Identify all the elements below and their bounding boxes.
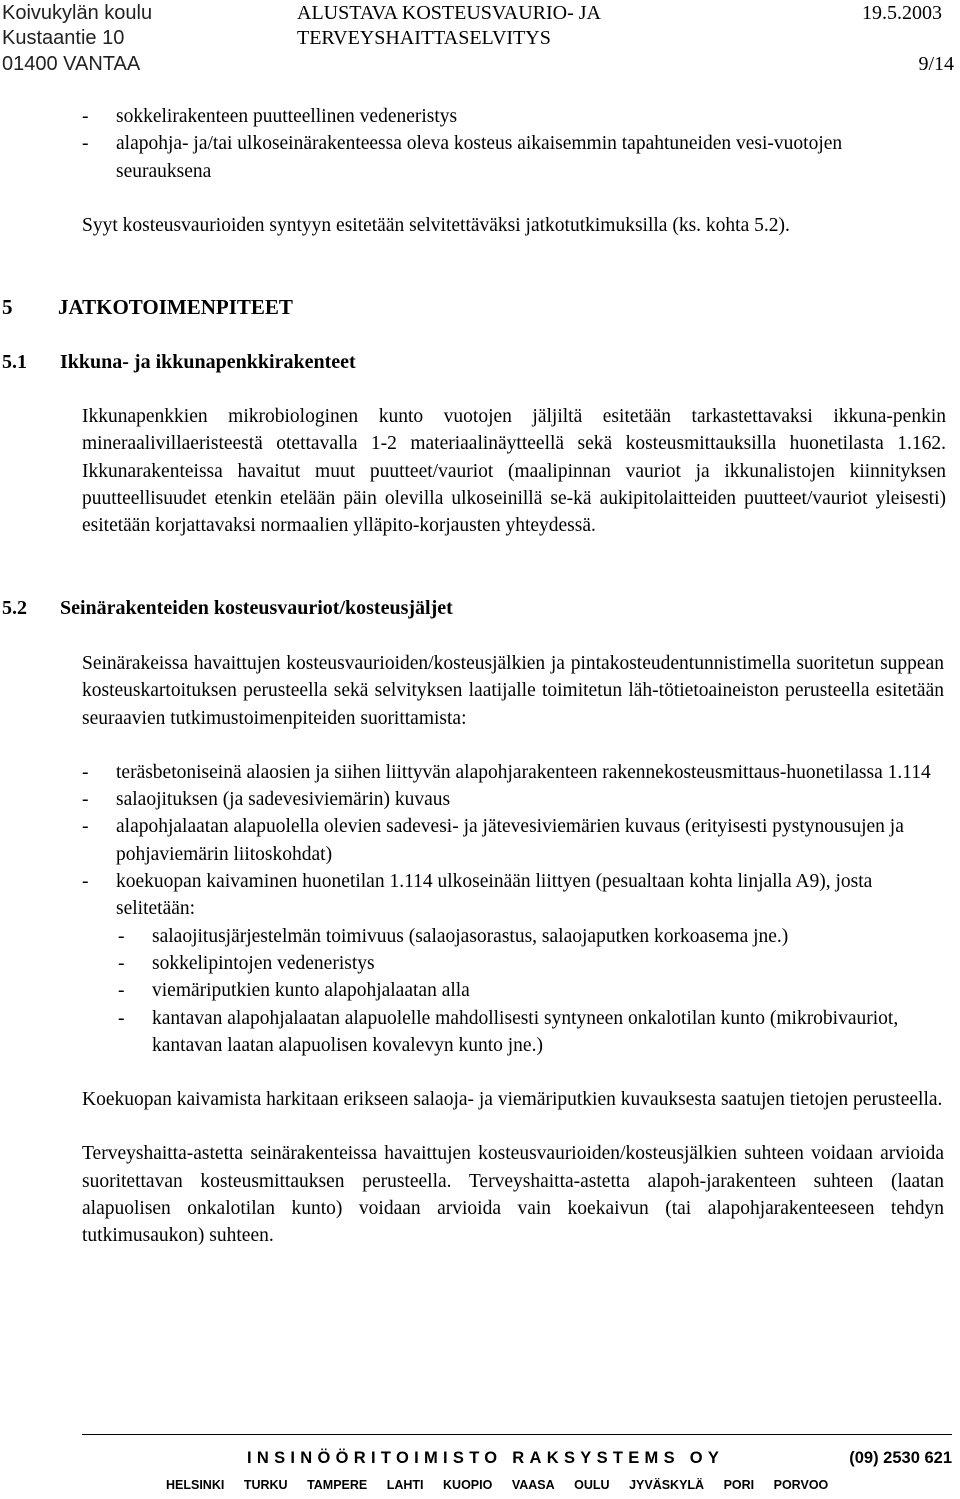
footer-city: PORI: [723, 1478, 755, 1492]
footer-city: HELSINKI: [166, 1478, 225, 1492]
list-item: - koekuopan kaivaminen huonetilan 1.114 ulkoseinään liittyen (pesualtaan kohta linjalla A9), josta selitetään:: [82, 868, 944, 923]
header-title-line1: ALUSTAVA KOSTEUSVAURIO- JA: [297, 2, 602, 24]
subsection-number: 5.1: [2, 351, 27, 373]
section-paragraph: Ikkunapenkkien mikrobiologinen kunto vuotojen jäljiltä esitetään tarkastettavaksi ikkuna-penkin mineraalivillaeristeestä otettavalla 1-2 materiaalinäytteellä sekä kosteusmittauksilla huonetilasta 1.162. Ikkunarakenteissa havaitut muut puutteet/vauriot (maalipinnan vauriot ja ikkunalistojen kiinnityksen puutteellisuudet etenkin etelään päin olevilla ulkoseinillä se-kä aukipitolaitteiden puutteet/vauriot yleisesti) esitetään korjattavaksi normaalien ylläpito-korjausten yhteydessä.: [82, 406, 946, 537]
sub-list-item: - salaojitusjärjestelmän toimivuus (salaojasorastus, salaojaputken korkoasema jne.): [82, 923, 944, 950]
footer-city: TAMPERE: [307, 1478, 368, 1492]
section-paragraph: Terveyshaitta-astetta seinärakenteissa havaittujen kosteusvaurioiden/kosteusjälkien suhteen voidaan arvioida suoritettavan kosteusmittauksen perusteella. Terveyshaitta-astetta alapoh-jarakenteen suhteen (laatan alapuolisen onkalotilan kunto) voidaan arvioida vain koekaivun (tai alapohjarakenteeseen tehdyn tutkimusaukon) suhteen.: [82, 1143, 944, 1247]
list-item: - teräsbetoniseinä alaosien ja siihen liittyvän alapohjarakenteen rakennekosteusmittaus-huonetilassa 1.114: [82, 759, 944, 786]
section-paragraph: Koekuopan kaivamista harkitaan erikseen salaoja- ja viemäriputkien kuvauksesta saatujen tietojen perusteella.: [82, 1089, 943, 1111]
subsection-title: Ikkuna- ja ikkunapenkkirakenteet: [60, 351, 356, 373]
sub-list-item: - kantavan alapohjalaatan alapuolelle mahdollisesti syntyneen onkalotilan kunto (mikrobivauriot, kantavan laatan alapuolisen kovalevyn kunto jne.): [82, 1005, 944, 1060]
section-number: 5: [2, 295, 13, 319]
section-5-1-body: [82, 403, 946, 539]
sub-list-item: - viemäriputkien kunto alapohjalaatan alla: [82, 977, 944, 1004]
footer-cities: [166, 1478, 844, 1492]
footer-city: KUOPIO: [443, 1478, 493, 1492]
header-street: Kustaantie 10: [2, 27, 125, 49]
sub-list-item: - sokkelipintojen vedeneristys: [82, 950, 944, 977]
section-paragraph: Seinärakeissa havaittujen kosteusvaurioiden/kosteusjälkien ja pintakosteudentunnistimella suoritetun suppean kosteuskartoituksen perusteella sekä selvityksen laatijalle toimitetun läh-tötietoaineiston perusteella esitetään seuraavien tutkimustoimenpiteiden suorittamista:: [82, 653, 944, 729]
intro-paragraph: Syyt kosteusvaurioiden syntyyn esitetään selvitettäväksi jatkotutkimuksilla (ks. kohta 5.2).: [82, 214, 790, 236]
footer-city: TURKU: [243, 1478, 288, 1492]
header-title-line2: TERVEYSHAITTASELVITYS: [297, 27, 551, 49]
subsection-number: 5.2: [2, 597, 27, 619]
footer-phone: (09) 2530 621: [849, 1449, 952, 1467]
list-item: - sokkelirakenteen puutteellinen vedeneristys: [82, 103, 942, 130]
footer-city: LAHTI: [386, 1478, 424, 1492]
header-school: Koivukylän koulu: [2, 2, 153, 24]
header-page-number: 9/14: [918, 53, 954, 75]
footer-city: VAASA: [511, 1478, 555, 1492]
subsection-title: Seinärakenteiden kosteusvauriot/kosteusjäljet: [60, 597, 453, 619]
footer-city: JYVÄSKYLÄ: [629, 1478, 705, 1492]
section-title: JATKOTOIMENPITEET: [58, 295, 293, 319]
section-5-2-body: [82, 650, 944, 1250]
list-item: - alapohja- ja/tai ulkoseinärakenteessa oleva kosteus aikaisemmin tapahtuneiden vesi-vuotojen seurauksena: [82, 130, 942, 185]
header-date: 19.5.2003: [862, 2, 942, 24]
footer-city: OULU: [574, 1478, 610, 1492]
footer-company: INSINÖÖRITOIMISTO RAKSYSTEMS OY: [247, 1449, 725, 1467]
header-postal: 01400 VANTAA: [2, 53, 141, 75]
footer-city: PORVOO: [773, 1478, 829, 1492]
list-item: - salaojituksen (ja sadevesiviemärin) kuvaus: [82, 786, 944, 813]
footer-divider: [82, 1434, 952, 1435]
list-item: - alapohjalaatan alapuolella olevien sadevesi- ja jätevesiviemärien kuvaus (erityisesti pystynousujen ja pohjaviemärin liitoskohdat): [82, 813, 944, 868]
intro-block: [82, 103, 942, 239]
